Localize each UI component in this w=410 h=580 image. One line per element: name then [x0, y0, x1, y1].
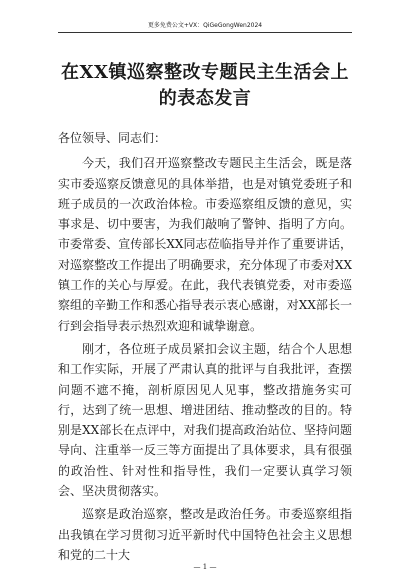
header-divider: [58, 32, 352, 33]
page-number: — 1 —: [193, 563, 217, 571]
document-title: 在XX镇巡察整改专题民主生活会上的表态发言: [61, 62, 349, 109]
paragraph-1: 今天，我们召开巡察整改专题民主生活会，既是落实市委巡察反馈意见的具体举措，也是对镇党委班子和班子成员的一次政治体检。市委巡察组反馈的意见，实事求是、切中要害，为我们敲响了警钟、指明了方向。市委常委、宣传部长XX同志莅临指导并作了重要讲话，对巡察整改工作提出了明确要求，充分体现了市委对XX镇工作的关心与厚爱。在此，我代表镇党委，对市委巡察组的辛勤工作和悉心指导表示衷心感谢，对XX部长一行到会指导表示热烈欢迎和诚挚谢意。: [58, 156, 352, 333]
document-body: [58, 128, 352, 568]
page-header: 更多免费公文+VX：QiGeGongWen2024: [147, 22, 263, 29]
paragraph-3: 巡察是政治巡察，整改是政治任务。市委巡察组指出我镇在学习贯彻习近平新时代中国特色社会主义思想和党的二十大: [58, 507, 352, 562]
paragraph-2: 刚才，各位班子成员紧扣会议主题，结合个人思想和工作实际，开展了严肃认真的批评与自我批评，查摆问题不遮不掩，剖析原因见人见事，整改措施务实可行，达到了统一思想、增进团结、推动整改的目的。特别是XX部长在点评中，对我们提高政治站位、坚持问题导向、注重举一反三等方面提出了具体要求，具有很强的政治性、针对性和指导性，我们一定要认真学习领会、坚决贯彻落实。: [58, 341, 352, 499]
salutation: 各位领导、同志们：: [58, 131, 167, 145]
